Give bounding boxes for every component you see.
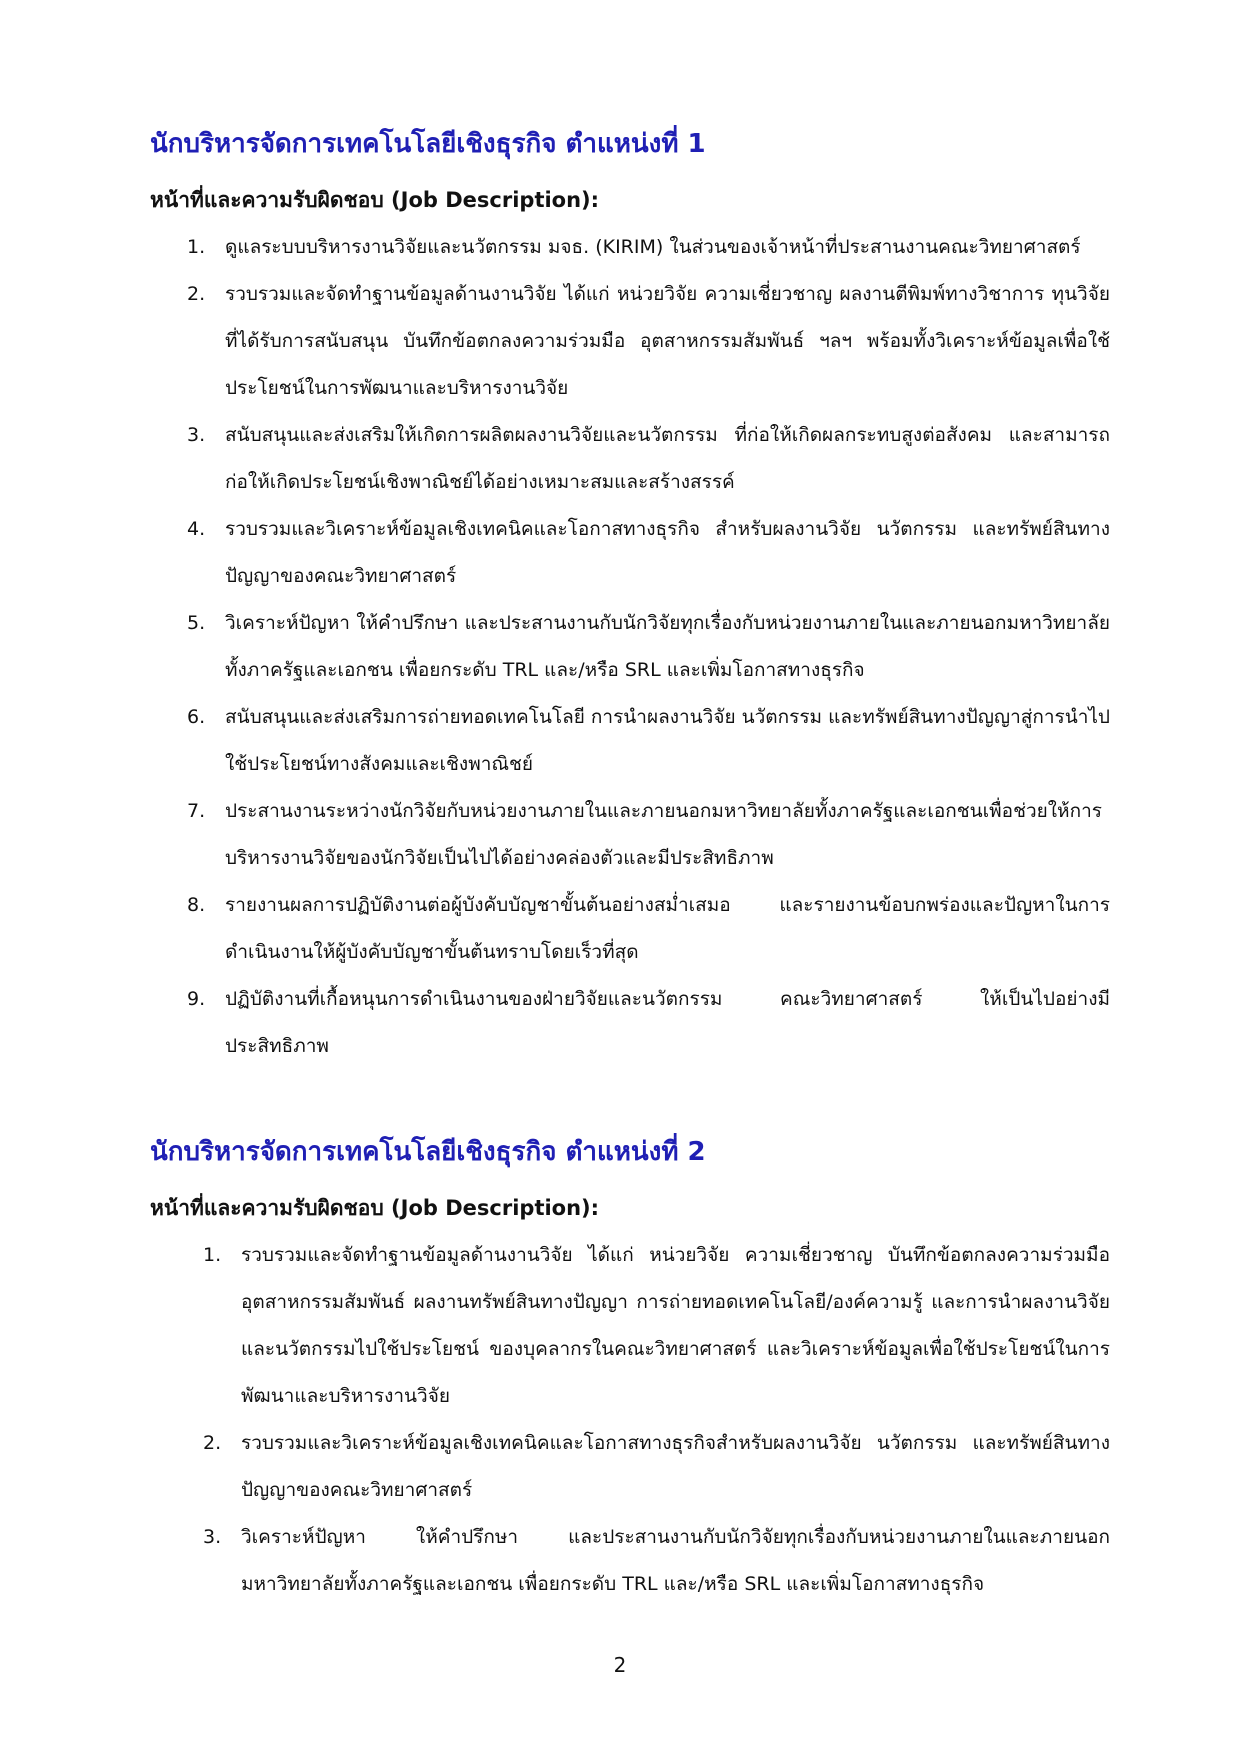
section-title: นักบริหารจัดการเทคโนโลยีเชิงธุรกิจ ตำแหน่งที่ 2 — [150, 1137, 706, 1167]
item-number: 1. — [187, 236, 206, 258]
list-item — [150, 600, 1110, 694]
item-number: 2. — [203, 1432, 222, 1454]
section-position-1 — [150, 122, 1110, 1070]
section-position-2 — [150, 1130, 1110, 1608]
list-item — [150, 882, 1110, 976]
list-item — [150, 788, 1110, 882]
item-number: 2. — [187, 283, 206, 305]
item-number: 7. — [187, 800, 206, 822]
item-number: 3. — [187, 424, 206, 446]
item-text: วิเคราะห์ปัญหา ให้คำปรึกษา และประสานงานกับนักวิจัยทุกเรื่องกับหน่วยงานภายในและภายนอกมหาวิทยาลัยทั้งภาครัฐและเอกชน เพื่อยกระดับ TRL และ/หรือ SRL และเพิ่มโอกาสทางธุรกิจ — [225, 612, 1110, 681]
list-item — [150, 1232, 1110, 1420]
item-text: วิเคราะห์ปัญหา ให้คำปรึกษา และประสานงานกับนักวิจัยทุกเรื่องกับหน่วยงานภายในและภายนอกมหาวิทยาลัยทั้งภาครัฐและเอกชน เพื่อยกระดับ TRL และ/หรือ SRL และเพิ่มโอกาสทางธุรกิจ — [241, 1526, 1110, 1595]
item-text: สนับสนุนและส่งเสริมให้เกิดการผลิตผลงานวิจัยและนวัตกรรม ที่ก่อให้เกิดผลกระทบสูงต่อสังคม และสามารถก่อให้เกิดประโยชน์เชิงพาณิชย์ได้อย่างเหมาะสมและสร้างสรรค์ — [225, 424, 1110, 493]
item-number: 4. — [187, 518, 206, 540]
item-text: ปฏิบัติงานที่เกื้อหนุนการดำเนินงานของฝ่ายวิจัยและนวัตกรรม คณะวิทยาศาสตร์ ให้เป็นไปอย่างมีประสิทธิภาพ — [225, 988, 1110, 1057]
item-text: ดูแลระบบบริหารงานวิจัยและนวัตกรรม มจธ. (KIRIM) ในส่วนของเจ้าหน้าที่ประสานงานคณะวิทยาศาสตร์ — [225, 236, 1081, 258]
item-text: รวบรวมและจัดทำฐานข้อมูลด้านงานวิจัย ได้แก่ หน่วยวิจัย ความเชี่ยวชาญ ผลงานตีพิมพ์ทางวิชาการ ทุนวิจัยที่ได้รับการสนับสนุน บันทึกข้อตกลงความร่วมมือ อุตสาหกรรมสัมพันธ์ ฯลฯ พร้อมทั้งวิเคราะห์ข้อมูลเพื่อใช้ประโยชน์ในการพัฒนาและบริหารงานวิจัย — [225, 283, 1110, 399]
item-number: 1. — [203, 1244, 222, 1266]
section-subtitle: หน้าที่และความรับผิดชอบ (Job Description): — [150, 1196, 600, 1220]
item-text: รวบรวมและวิเคราะห์ข้อมูลเชิงเทคนิคและโอกาสทางธุรกิจ สำหรับผลงานวิจัย นวัตกรรม และทรัพย์สินทางปัญญาของคณะวิทยาศาสตร์ — [225, 518, 1110, 587]
list-item — [150, 976, 1110, 1070]
item-number: 3. — [203, 1526, 222, 1548]
list-item — [150, 506, 1110, 600]
item-text: รวบรวมและจัดทำฐานข้อมูลด้านงานวิจัย ได้แก่ หน่วยวิจัย ความเชี่ยวชาญ บันทึกข้อตกลงความร่วมมือ อุตสาหกรรมสัมพันธ์ ผลงานทรัพย์สินทางปัญญา การถ่ายทอดเทคโนโลยี/องค์ความรู้ และการนำผลงานวิจัยและนวัตกรรมไปใช้ประโยชน์ ของบุคลากรในคณะวิทยาศาสตร์ และวิเคราะห์ข้อมูลเพื่อใช้ประโยชน์ในการพัฒนาและบริหารงานวิจัย — [241, 1244, 1110, 1407]
page-number: 2 — [613, 1653, 627, 1677]
duty-list — [150, 1232, 1110, 1608]
list-item — [150, 694, 1110, 788]
list-item — [150, 224, 1110, 271]
item-text: รวบรวมและวิเคราะห์ข้อมูลเชิงเทคนิคและโอกาสทางธุรกิจสำหรับผลงานวิจัย นวัตกรรม และทรัพย์สินทางปัญญาของคณะวิทยาศาสตร์ — [241, 1432, 1110, 1501]
item-text: รายงานผลการปฏิบัติงานต่อผู้บังคับบัญชาขั้นต้นอย่างสม่ำเสมอ และรายงานข้อบกพร่องและปัญหาในการดำเนินงานให้ผู้บังคับบัญชาขั้นต้นทราบโดยเร็วที่สุด — [225, 894, 1110, 963]
section-title: นักบริหารจัดการเทคโนโลยีเชิงธุรกิจ ตำแหน่งที่ 1 — [150, 129, 706, 159]
item-number: 5. — [187, 612, 206, 634]
item-number: 8. — [187, 894, 206, 916]
list-item — [150, 1420, 1110, 1514]
list-item — [150, 271, 1110, 412]
list-item — [150, 1514, 1110, 1608]
list-item — [150, 412, 1110, 506]
item-text: สนับสนุนและส่งเสริมการถ่ายทอดเทคโนโลยี การนำผลงานวิจัย นวัตกรรม และทรัพย์สินทางปัญญาสู่การนำไปใช้ประโยชน์ทางสังคมและเชิงพาณิชย์ — [225, 706, 1110, 775]
section-subtitle: หน้าที่และความรับผิดชอบ (Job Description): — [150, 188, 600, 212]
item-text: ประสานงานระหว่างนักวิจัยกับหน่วยงานภายในและภายนอกมหาวิทยาลัยทั้งภาครัฐและเอกชนเพื่อช่วยให้การบริหารงานวิจัยของนักวิจัยเป็นไปได้อย่างคล่องตัวและมีประสิทธิภาพ — [225, 800, 1102, 869]
item-number: 6. — [187, 706, 206, 728]
duty-list — [150, 224, 1110, 1070]
item-number: 9. — [187, 988, 206, 1010]
